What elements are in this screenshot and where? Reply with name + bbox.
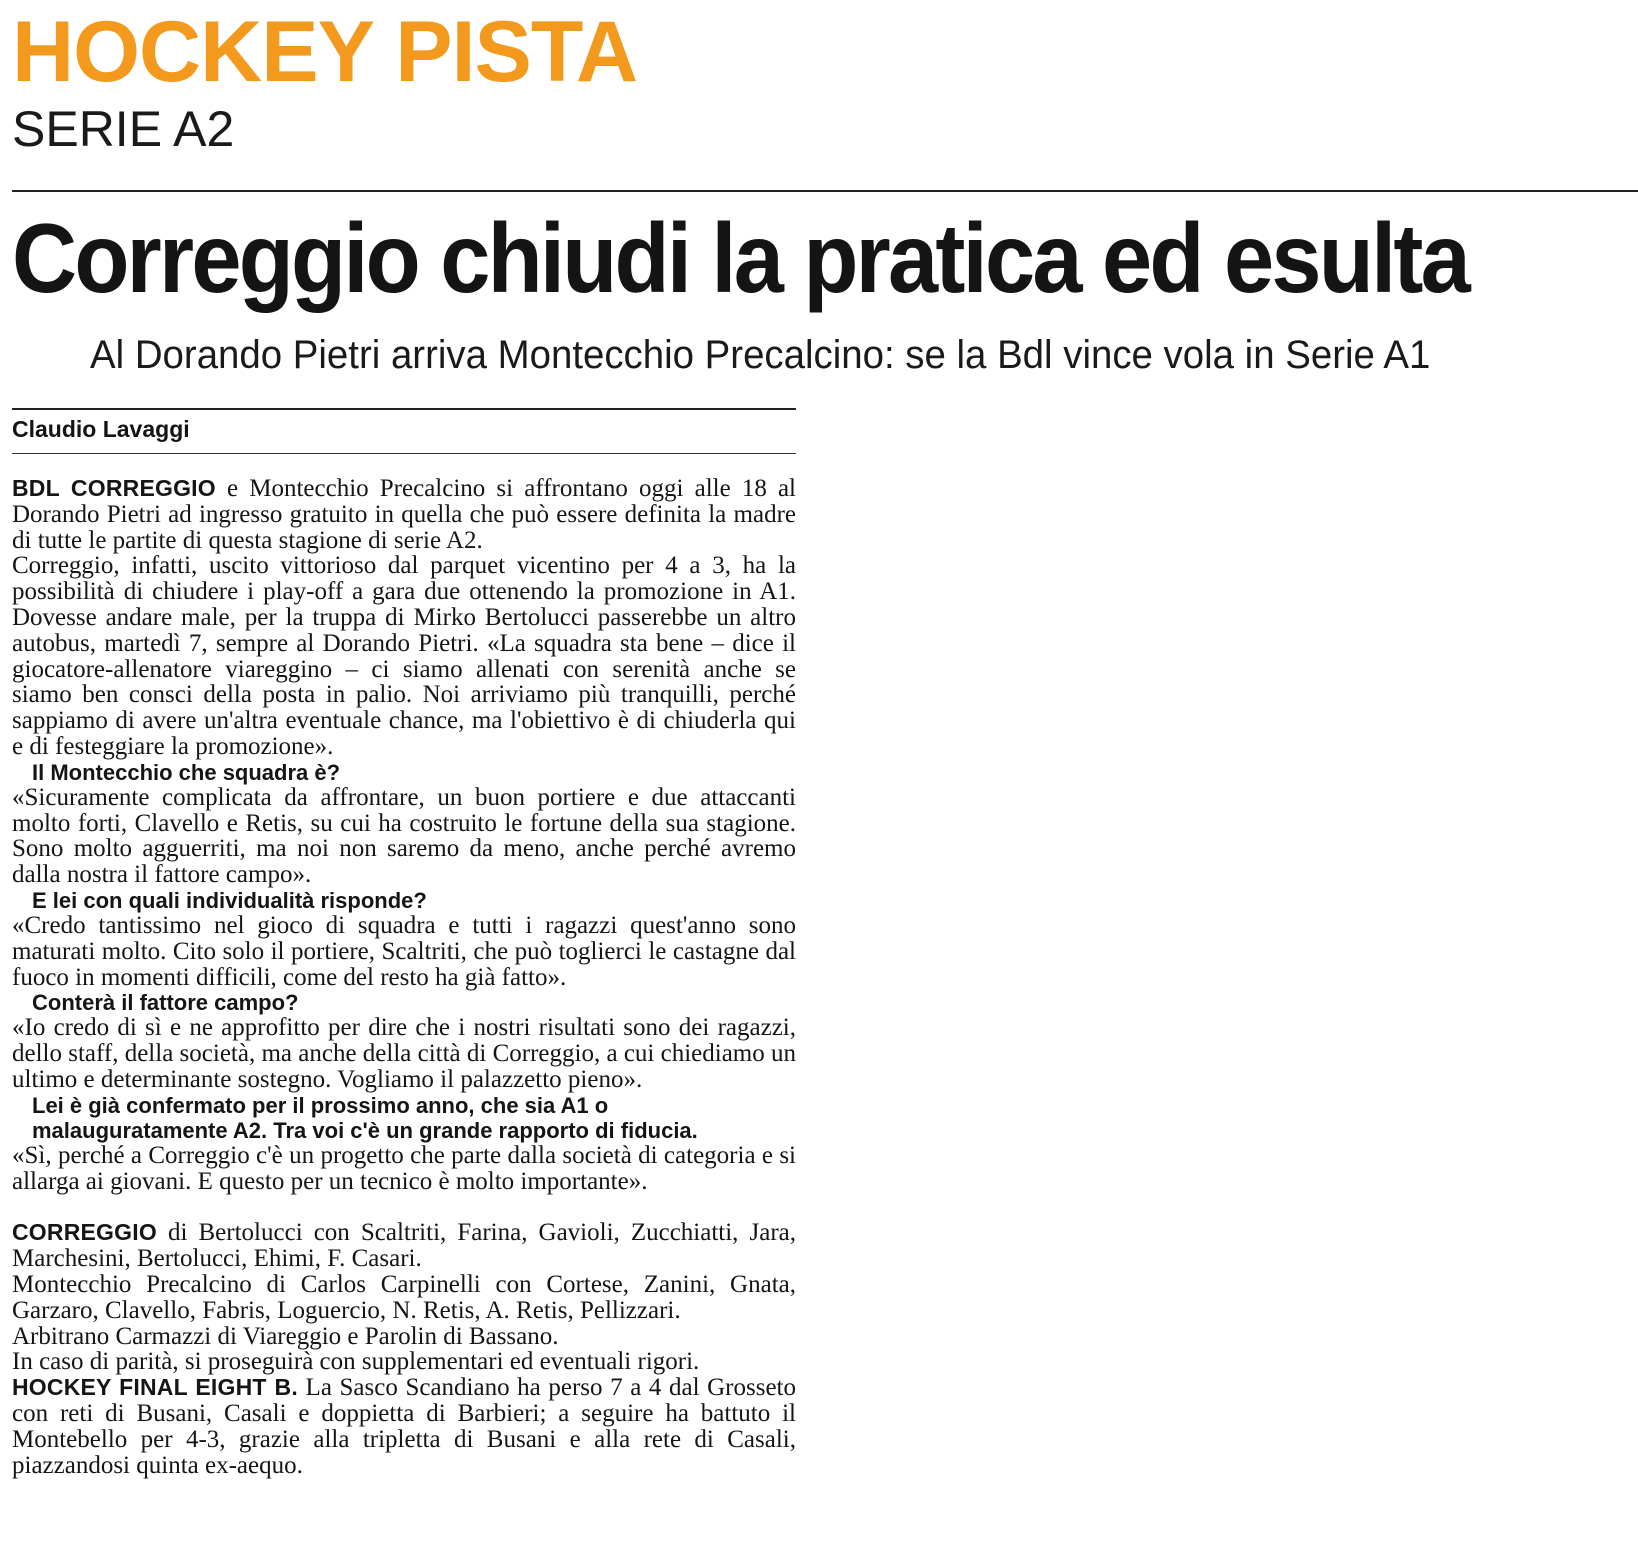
article-body bbox=[12, 476, 796, 1478]
roster-paragraph bbox=[12, 1220, 796, 1272]
interview-question: Conterà il fattore campo? bbox=[32, 990, 299, 1016]
tiebreak-paragraph: In caso di parità, si proseguirà con supplementari ed eventuali rigori. bbox=[12, 1348, 700, 1376]
final-eight-text: La Sasco Scandiano ha perso 7 a 4 dal Grosseto con reti di Busani, Casali e doppietta di Barbieri; a seguire ha battuto il Montebello per 4-3, grazie alla tripletta di Busani e alla rete di Casali, piazzandosi quinta ex-aequo. bbox=[12, 1374, 796, 1479]
referees-paragraph: Arbitrano Carmazzi di Viareggio e Parolin di Bassano. bbox=[12, 1322, 559, 1350]
interview-question: Il Montecchio che squadra è? bbox=[32, 759, 341, 785]
interview-answer: «Sì, perché a Correggio c'è un progetto che parte dalla società di categoria e si allarga ai giovani. E questo per un tecnico è molto importante». bbox=[12, 1141, 796, 1195]
interview-answer: «Io credo di sì e ne approfitto per dire che i nostri risultati sono dei ragazzi, dello staff, della società, ma anche della città di Correggio, a cui chiediamo un ultimo e determinante sostegno. Vogliamo il palazzetto pieno». bbox=[12, 1014, 796, 1093]
article-paragraph: Correggio, infatti, uscito vittorioso dal parquet vicentino per 4 a 3, ha la possibilità di chiudere i play-off a gara due ottenendo la promozione in A1. Dovesse andare male, per la truppa di Mirko Bertolucci passerebbe un altro autobus, martedì 7, sempre al Dorando Pietri. «La squadra sta bene – dice il giocatore-allenatore viareggino – ci siamo allenati con serenità anche se siamo ben consci della posta in palio. Noi arriviamo più tranquilli, perché sappiamo di avere un'altra eventuale chance, ma l'obiettivo è di chiuderla qui e di festeggiare la promozione». bbox=[12, 552, 796, 760]
roster-lead: CORREGGIO bbox=[12, 1219, 157, 1246]
header-divider bbox=[12, 190, 1638, 192]
paragraph-lead: BDL CORREGGIO bbox=[12, 475, 216, 501]
section-subtitle: SERIE A2 bbox=[12, 101, 235, 157]
interview-question: Lei è già confermato per il prossimo anno, che sia A1 o malauguratamente A2. Tra voi c'è un grande rapporto di fiducia. bbox=[32, 1092, 698, 1143]
interview-question: E lei con quali individualità risponde? bbox=[32, 887, 427, 913]
article-paragraph bbox=[12, 476, 796, 553]
final-eight-paragraph bbox=[12, 1375, 796, 1478]
paragraph-spacer bbox=[12, 1194, 796, 1220]
article-subheadline: Al Dorando Pietri arriva Montecchio Precalcino: se la Bdl vince vola in Serie A1 bbox=[90, 333, 1431, 377]
section-kicker: HOCKEY PISTA bbox=[12, 4, 638, 100]
author-byline: Claudio Lavaggi bbox=[12, 416, 190, 442]
paragraph-text: e Montecchio Precalcino si affrontano oggi alle 18 al Dorando Pietri ad ingresso gratuito in quella che può essere definita la madre di tutte le partite di questa stagione di serie A2. bbox=[12, 475, 797, 554]
final-eight-lead: HOCKEY FINAL EIGHT B. bbox=[12, 1374, 298, 1401]
byline-bottom-divider bbox=[12, 453, 796, 454]
interview-answer: «Credo tantissimo nel gioco di squadra e tutti i ragazzi quest'anno sono maturati molto. Cito solo il portiere, Scaltriti, che può toglierci le castagne dal fuoco in momenti difficili, come del resto ha già fatto». bbox=[12, 911, 796, 991]
roster-text: di Bertolucci con Scaltriti, Farina, Gavioli, Zucchiatti, Jara, Marchesini, Bertolucci, Ehimi, F. Casari. bbox=[12, 1219, 796, 1273]
interview-answer: «Sicuramente complicata da affrontare, un buon portiere e due attaccanti molto forti, Clavello e Retis, su cui ha costruito le fortune della sua stagione. Sono molto agguerriti, ma noi non saremo da meno, anche perché avremo dalla nostra il fattore campo». bbox=[12, 783, 796, 889]
roster-paragraph: Montecchio Precalcino di Carlos Carpinelli con Cortese, Zanini, Gnata, Garzaro, Clavello, Fabris, Loguercio, N. Retis, A. Retis, Pellizzari. bbox=[12, 1270, 796, 1324]
article-headline: Correggio chiudi la pratica ed esulta bbox=[12, 203, 1469, 313]
byline-top-divider bbox=[12, 408, 796, 410]
